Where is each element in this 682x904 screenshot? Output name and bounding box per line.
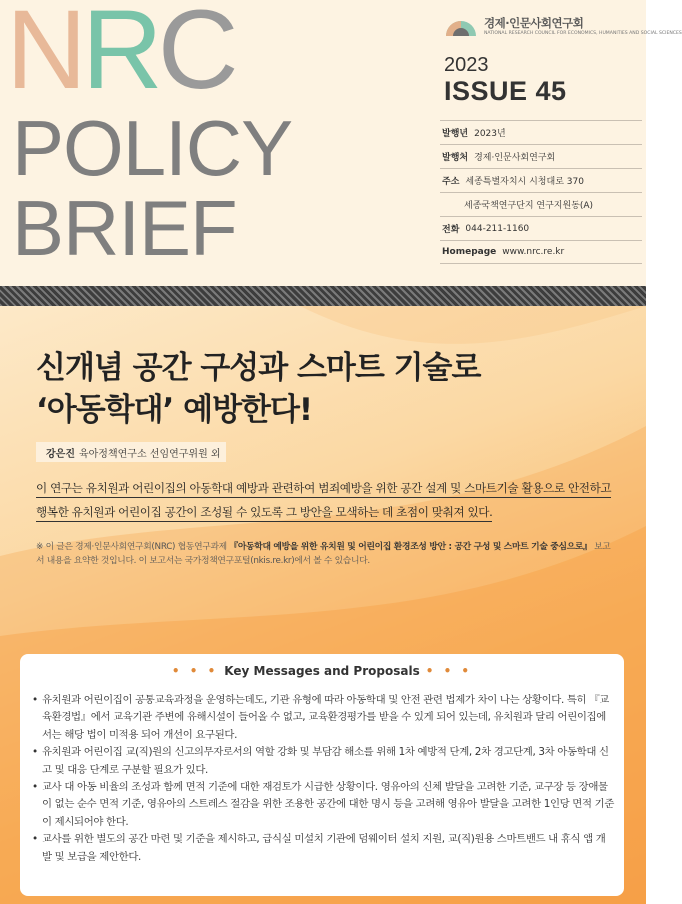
org-logo-icon	[444, 16, 478, 38]
info-row-publisher	[440, 144, 642, 168]
key-message-item: • 교사를 위한 별도의 공간 마련 및 기준을 제시하고, 급식실 미설치 기관에 덤웨이터 설치 지원, 교(직)원용 스마트밴드 내 휴식 앱 개발 및 보급을 제안한다.	[32, 831, 614, 866]
note-prefix: ※ 이 글은 경제·인문사회연구회(NRC) 협동연구과제	[36, 542, 230, 552]
key-messages-title: Key Messages and Proposals	[224, 664, 420, 678]
info-row-address	[440, 168, 642, 192]
info-value: 세종국책연구단지 연구지원동(A)	[464, 201, 594, 211]
issue-year: 2023	[444, 54, 489, 76]
info-row-homepage	[440, 240, 642, 264]
info-value: 044-211-1160	[465, 223, 530, 234]
brand-letter-r: R	[81, 0, 158, 112]
org-subtitle: NATIONAL RESEARCH COUNCIL FOR ECONOMICS, HUMANITIES AND SOCIAL SCIENCES	[484, 31, 682, 36]
info-key: Homepage	[442, 247, 497, 257]
article-body	[0, 306, 646, 904]
key-messages-list	[32, 692, 614, 866]
source-note	[36, 540, 612, 568]
info-value: 세종특별자치시 시청대로 370	[465, 177, 584, 187]
key-message-item: • 유치원과 어린이집 교(직)원의 신고의무자로서의 역할 강화 및 부담감 해소를 위해 1차 예방적 단계, 2차 경고단계, 3차 아동학대 신고 및 대응 단계로 구분할 필요가 있다.	[32, 744, 614, 779]
issue-number: ISSUE 45	[444, 76, 567, 106]
key-message-item: • 유치원과 어린이집이 공통교육과정을 운영하는데도, 기관 유형에 따라 아동학대 및 안전 관련 법제가 차이 나는 상황이다. 특히 『교육환경법』에서 교육기관 주변에 유해시설이 들어올 수 없고, 교육환경평가를 받을 수 있게 되어 있는데, 유치원과 달리 어린이집에서는 해당 법이 미적용 되어 개선이 요구된다.	[32, 692, 614, 744]
heading-dots-left: • • •	[171, 664, 219, 678]
brand-policy: POLICY	[12, 104, 293, 192]
brand-letter-c: C	[157, 0, 234, 112]
info-row-address-2	[440, 192, 642, 216]
brand-nrc	[6, 0, 234, 112]
article-title-line2: ‘아동학대’ 예방한다!	[36, 392, 313, 428]
info-value: 경제·인문사회연구회	[474, 153, 556, 163]
key-messages-box	[20, 654, 624, 896]
info-key: 발행처	[442, 153, 469, 163]
info-row-phone	[440, 216, 642, 240]
hatched-divider	[0, 286, 646, 306]
info-key: 주소	[442, 177, 460, 187]
info-value: 2023년	[474, 129, 506, 139]
note-report-title: 『아동학대 예방을 위한 유치원 및 어린이집 환경조성 방안 : 공간 구성 및 스마트 기술 중심으로』	[229, 542, 592, 552]
org-logo	[444, 14, 682, 40]
header	[0, 0, 682, 286]
key-message-item: • 교사 대 아동 비율의 조성과 함께 면적 기준에 대한 재검토가 시급한 상황이다. 영유아의 신체 발달을 고려한 기준, 교구장 등 장애물이 없는 순수 면적 기준, 영유아의 스트레스 절감을 위한 조용한 공간에 대한 명시 등을 고려해 영유아 발달을 고려한 1인당 면적 기준이 제시되어야 한다.	[32, 779, 614, 831]
summary-text: 이 연구는 유치원과 어린이집의 아동학대 예방과 관련하여 범죄예방을 위한 공간 설계 및 스마트기술 활용으로 안전하고 행복한 유치원과 어린이집 공간이 조성될 수 있도록 그 방안을 모색하는 데 초점이 맞춰져 있다.	[36, 481, 611, 522]
org-name: 경제·인문사회연구회	[484, 16, 584, 30]
key-messages-heading	[20, 664, 624, 678]
brand-brief: BRIEF	[12, 184, 237, 272]
note-suffix: 보고서 내용을 요약한 것입니다. 이 보고서는 국가정책연구포털(nkis.re.kr)에서 볼 수 있습니다.	[36, 542, 611, 566]
article-summary	[36, 476, 612, 524]
info-key: 발행년	[442, 129, 469, 139]
homepage-link[interactable]: www.nrc.re.kr	[502, 247, 565, 257]
info-key: 전화	[442, 225, 460, 235]
info-row-year	[440, 120, 642, 144]
author-affiliation: 육아정책연구소 선임연구위원 외	[78, 448, 221, 460]
publication-info	[440, 120, 642, 264]
author-badge	[36, 442, 226, 462]
author-name: 강은진	[46, 448, 75, 460]
brand-letter-n: N	[6, 0, 82, 112]
heading-dots-right: • • •	[425, 664, 473, 678]
article-title-line1: 신개념 공간 구성과 스마트 기술로	[36, 350, 481, 386]
